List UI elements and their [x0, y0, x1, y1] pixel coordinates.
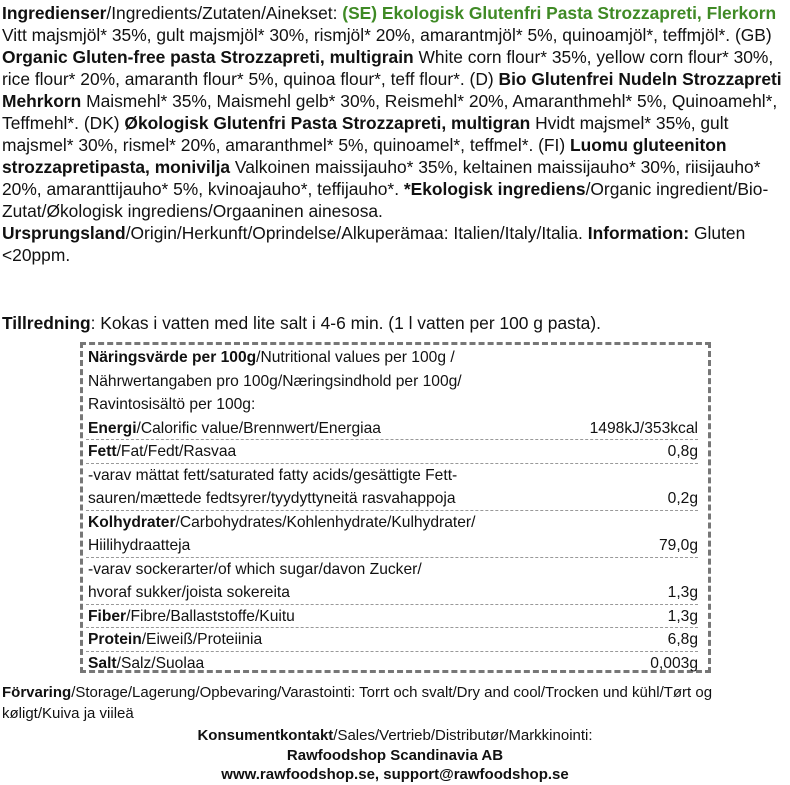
nutrition-header-row: [86, 346, 698, 370]
salt-value: 0,003g: [650, 654, 698, 672]
storage-paragraph: [2, 682, 787, 724]
carbohydrate-value: 79,0g: [658, 537, 698, 554]
se-ingredients: Vitt majsmjöl* 35%, gult majsmjöl* 30%, rismjöl* 20%, amarantmjöl* 5%, quinoamjöl*, teffmjöl*. (GB): [2, 25, 772, 45]
de-product-name: Bio Glutenfrei Nudeln Strozzapreti Mehrkorn: [2, 69, 782, 111]
contact-label: Konsumentkontakt: [197, 727, 334, 744]
salt-label: Salt: [88, 654, 117, 672]
de-ingredients: Maismehl* 35%, Maismehl gelb* 30%, Reismehl* 20%, Amaranthmehl* 5%, Quinoamehl*, Teffmehl*. (DK): [2, 91, 778, 133]
preparation-label: Tillredning: [2, 313, 91, 333]
energy-value: 1498kJ/353kcal: [589, 419, 698, 437]
gb-product-name: Organic Gluten-free pasta Strozzapreti, multigrain: [2, 47, 414, 67]
protein-row: [86, 628, 698, 652]
nutrition-header-rest: /Nutritional values per 100g /: [256, 349, 455, 366]
protein-label: Protein: [88, 631, 142, 648]
sugar-row: [86, 581, 698, 605]
carbohydrate-label-2: Hiilihydraatteja: [88, 537, 191, 554]
energy-label: Energi: [88, 419, 137, 437]
organic-text: /Organic ingredient/Bio-Zutat/Økologisk ingrediens/Orgaaninen ainesosa.: [2, 179, 769, 221]
origin-text: /Origin/Herkunft/Oprindelse/Alkuperämaa: Italien/Italy/Italia.: [125, 223, 588, 243]
nutrition-header-line-2: Nährwertangaben pro 100g/Næringsindhold per 100g/: [88, 372, 462, 390]
saturated-fat-label-1: -varav mättat fett/saturated fatty acids/gesättigte Fett-: [88, 466, 458, 484]
fi-product-name: Luomu gluteeniton strozzapretipasta, monivilja: [2, 135, 727, 177]
fiber-label-rest: /Fibre/Ballaststoffe/Kuitu: [126, 607, 295, 625]
nutrition-header-row: [86, 370, 698, 394]
saturated-fat-row: [86, 464, 698, 488]
energy-row: [86, 417, 698, 441]
nutrition-header-line-3: Ravintosisältö per 100g:: [88, 396, 256, 413]
company-name: [0, 746, 790, 766]
origin-label: Ursprungsland: [2, 223, 126, 243]
salt-label-rest: /Salz/Suolaa: [116, 654, 205, 672]
salt-row: [86, 652, 698, 676]
gb-ingredients: White corn flour* 35%, yellow corn flour* 30%, rice flour* 20%, amaranth flour* 5%, quinoa flour*, teff flour*. (D): [2, 47, 774, 89]
dk-product-name: Økologisk Glutenfri Pasta Strozzapreti, multigran: [124, 113, 531, 133]
ingredients-paragraph: [2, 2, 787, 266]
contact-label-rest: /Sales/Vertrieb/Distributør/Markkinointi:: [333, 727, 593, 744]
carbohydrate-row: [86, 534, 698, 558]
protein-label-rest: /Eiweiß/Proteiinia: [141, 631, 263, 648]
carbohydrate-label: Kolhydrater: [88, 513, 176, 531]
fat-label: Fett: [88, 443, 117, 460]
sugar-value: 1,3g: [667, 584, 698, 601]
storage-text: /Storage/Lagerung/Opbevaring/Varastointi: Torrt och svalt/Dry and cool/Trocken und kühl/Tørt og køligt/Kuiva ja viileä: [2, 684, 713, 722]
web-email-line: [0, 765, 790, 785]
carbohydrate-label-rest: /Carbohydrates/Kohlenhydrate/Kulhydrater/: [175, 513, 476, 531]
preparation-text: : Kokas i vatten med lite salt i 4-6 min. (1 l vatten per 100 g pasta).: [90, 313, 601, 333]
fiber-value: 1,3g: [667, 607, 698, 625]
dk-ingredients: Hvidt majsmel* 35%, gult majsmel* 30%, rismel* 20%, amaranthmel* 5%, quinoamel*, teffmel*. (FI): [2, 113, 729, 155]
carbohydrate-row: [86, 511, 698, 535]
ingredients-heading: Ingredienser: [2, 3, 107, 23]
saturated-fat-value: 0,2g: [667, 490, 698, 507]
company-name-text: Rawfoodshop Scandinavia AB: [286, 746, 504, 764]
nutrition-table: [86, 346, 698, 675]
information-text: Gluten <20ppm.: [2, 223, 746, 265]
nutrition-header-row: [86, 393, 698, 417]
protein-value: 6,8g: [667, 631, 698, 648]
sugar-row: [86, 558, 698, 582]
fat-value: 0,8g: [667, 443, 698, 460]
nutrition-header-bold: Näringsvärde per 100g: [88, 349, 257, 366]
fiber-label: Fiber: [88, 607, 127, 625]
fat-row: [86, 440, 698, 464]
storage-label: Förvaring: [2, 684, 72, 701]
fat-label-rest: /Fat/Fedt/Rasvaa: [116, 443, 237, 460]
saturated-fat-row: [86, 487, 698, 511]
energy-label-rest: /Calorific value/Brennwert/Energiaa: [136, 419, 381, 437]
sugar-label-2: hvoraf sukker/joista sokereita: [88, 584, 290, 601]
web-email-text: www.rawfoodshop.se, support@rawfoodshop.se: [221, 766, 569, 783]
sugar-label-1: -varav sockerarter/of which sugar/davon Zucker/: [88, 560, 422, 578]
information-label: Information:: [587, 223, 690, 243]
contact-heading-line: [0, 726, 790, 746]
fi-ingredients: Valkoinen maissijauho* 35%, keltainen maissijauho* 30%, riisijauho* 20%, amaranttijauho* 5%, kvinoajauho*, teffijauho*.: [2, 157, 761, 199]
organic-label: *Ekologisk ingrediens: [403, 179, 586, 199]
saturated-fat-label-2: sauren/mættede fedtsyrer/tyydyttyneitä rasvahappoja: [88, 490, 456, 507]
fiber-row: [86, 605, 698, 629]
se-product-name: (SE) Ekologisk Glutenfri Pasta Strozzapreti, Flerkorn: [342, 3, 777, 23]
preparation-paragraph: [2, 312, 787, 334]
consumer-contact: [0, 726, 790, 785]
ingredients-heading-rest: /Ingredients/Zutaten/Ainekset:: [106, 3, 343, 23]
